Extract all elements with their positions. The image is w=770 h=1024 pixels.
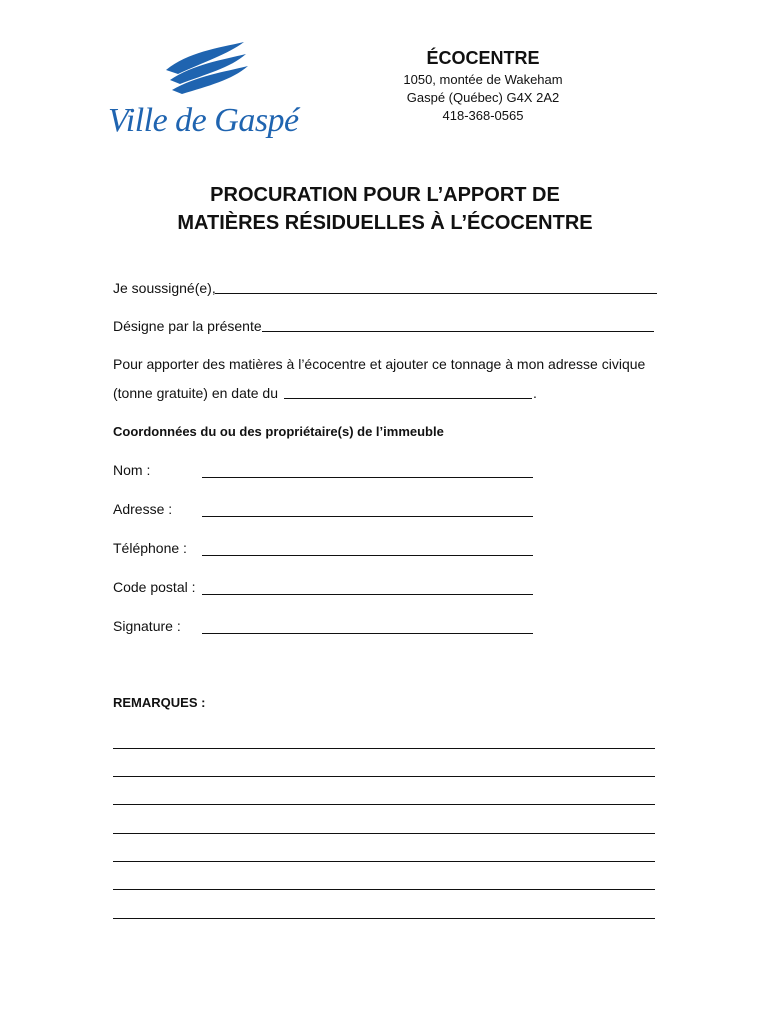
field-line-adresse — [202, 516, 533, 517]
field-line-code-postal — [202, 594, 533, 595]
field-line-telephone — [202, 555, 533, 556]
header-address-2: Gaspé (Québec) G4X 2A2 — [406, 90, 560, 105]
remarques-line-5 — [113, 861, 655, 862]
remarques-line-4 — [113, 833, 655, 834]
date-period: . — [533, 385, 537, 401]
remarques-line-2 — [113, 776, 655, 777]
ville-de-gaspe-logo — [108, 40, 308, 150]
wave-logo-icon — [108, 40, 308, 110]
date-blank-line — [284, 398, 532, 399]
remarques-line-6 — [113, 889, 655, 890]
remarques-line-7 — [113, 918, 655, 919]
remarques-line-1 — [113, 748, 655, 749]
header-phone: 418-368-0565 — [442, 108, 524, 123]
field-line-nom — [202, 477, 533, 478]
header-address-1: 1050, montée de Wakeham — [403, 72, 563, 87]
field-label-nom: Nom : — [113, 462, 151, 478]
pour-apporter-text: Pour apporter des matières à l’écocentre et ajouter ce tonnage à mon adresse civique — [113, 356, 646, 372]
tonne-gratuite-label: (tonne gratuite) en date du — [113, 385, 279, 401]
document-title-line-1: PROCURATION POUR L’APPORT DE — [210, 184, 560, 206]
logo-text: Ville de Gaspé — [108, 102, 299, 139]
field-label-signature: Signature : — [113, 618, 181, 634]
soussigne-blank-line — [215, 293, 657, 294]
soussigne-label: Je soussigné(e), — [113, 280, 216, 296]
field-label-telephone: Téléphone : — [113, 540, 187, 556]
field-label-code-postal: Code postal : — [113, 579, 196, 595]
document-title-line-2: MATIÈRES RÉSIDUELLES À L’ÉCOCENTRE — [177, 212, 593, 234]
remarques-line-3 — [113, 804, 655, 805]
field-label-adresse: Adresse : — [113, 501, 173, 517]
header-title: ÉCOCENTRE — [426, 48, 540, 68]
designe-label: Désigne par la présente — [113, 318, 262, 334]
coordonnees-heading: Coordonnées du ou des propriétaire(s) de l’immeuble — [113, 424, 444, 439]
remarques-label: REMARQUES : — [113, 695, 206, 710]
field-line-signature — [202, 633, 533, 634]
designe-blank-line — [262, 331, 654, 332]
